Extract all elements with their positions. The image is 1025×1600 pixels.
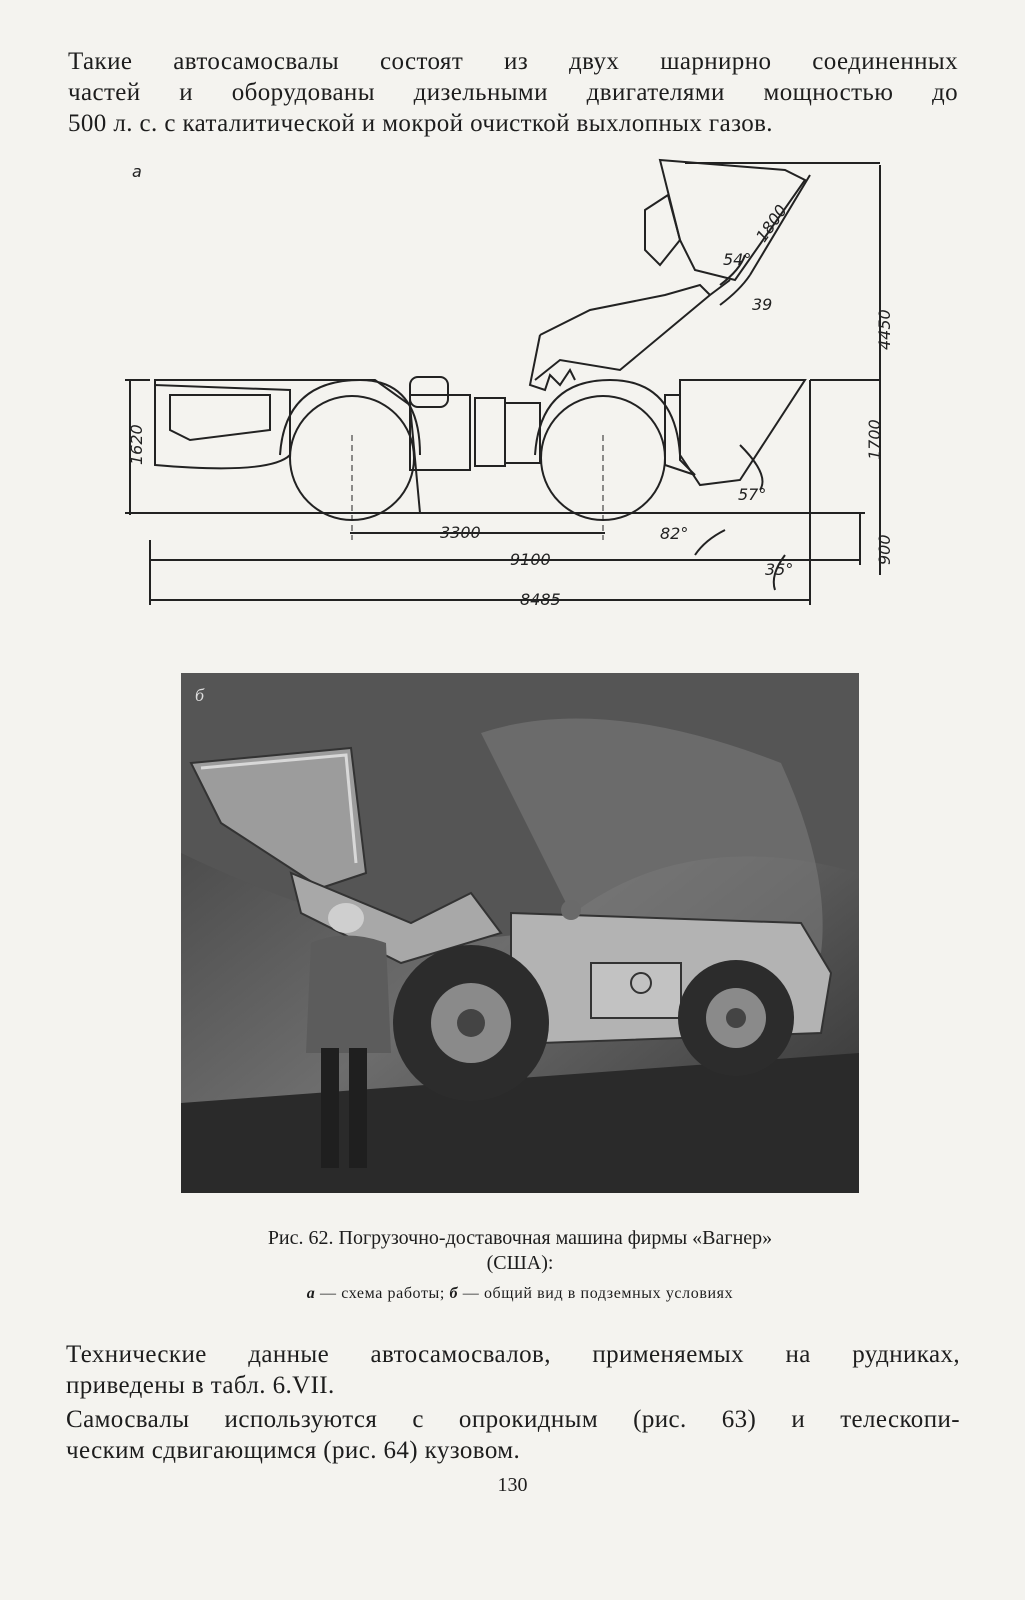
- figure-legend: [180, 1284, 860, 1304]
- dim-wheelbase: 3300: [440, 523, 481, 542]
- text-line: Технические данные автосамосвалов, применяемых на рудниках,: [66, 1341, 960, 1368]
- legend-text-a: — схема работы;: [315, 1285, 450, 1302]
- caption-line: Рис. 62. Погрузочно-доставочная машина фирмы «Вагнер»: [267, 1227, 773, 1249]
- tech-data-paragraph: [66, 1339, 960, 1401]
- text-line: Такие автосамосвалы состоят из двух шарнирно соединенных: [68, 48, 958, 75]
- dim-bucket-width: 1800: [751, 201, 791, 246]
- caption-line: (США):: [486, 1252, 554, 1274]
- technical-drawing: [120, 155, 910, 620]
- figure-label-a: а: [132, 162, 142, 181]
- dim-angle-57: 57°: [738, 485, 767, 504]
- legend-key-a: а: [306, 1285, 316, 1302]
- text-line: Самосвалы используются с опрокидным (рис. 63) и телескопи-: [66, 1406, 960, 1433]
- dim-angle-top: 54°: [723, 250, 752, 269]
- legend-text-b: — общий вид в подземных условиях: [458, 1285, 734, 1302]
- dim-angle-82: 82°: [660, 524, 689, 543]
- dim-length-8485: 8485: [520, 590, 561, 609]
- dim-length-9100: 9100: [510, 550, 551, 569]
- text-line: приведены в табл. 6.VII.: [66, 1372, 335, 1399]
- dim-39: 39: [752, 295, 773, 314]
- dim-depth-900: 900: [875, 534, 894, 565]
- underground-loader-photo: [181, 673, 859, 1193]
- page-number: 130: [497, 1474, 528, 1496]
- intro-paragraph: [68, 46, 958, 139]
- text-line: частей и оборудованы дизельными двигателями мощностью до: [68, 79, 958, 106]
- dim-height-total: 4450: [875, 309, 894, 350]
- dim-height-right: 1700: [865, 419, 884, 460]
- text-line: 500 л. с. с каталитической и мокрой очисткой выхлопных газов.: [68, 110, 773, 137]
- dim-height-left: 1620: [127, 424, 146, 465]
- loader-photograph: [181, 673, 859, 1193]
- figure-label-b: б: [195, 685, 205, 705]
- dump-body-paragraph: [66, 1404, 960, 1466]
- legend-key-b: б: [449, 1285, 459, 1302]
- dim-angle-35: 35°: [765, 560, 794, 579]
- figure-caption: [180, 1226, 860, 1276]
- text-line: ческим сдвигающимся (рис. 64) кузовом.: [66, 1437, 521, 1464]
- loader-schematic: [120, 155, 910, 620]
